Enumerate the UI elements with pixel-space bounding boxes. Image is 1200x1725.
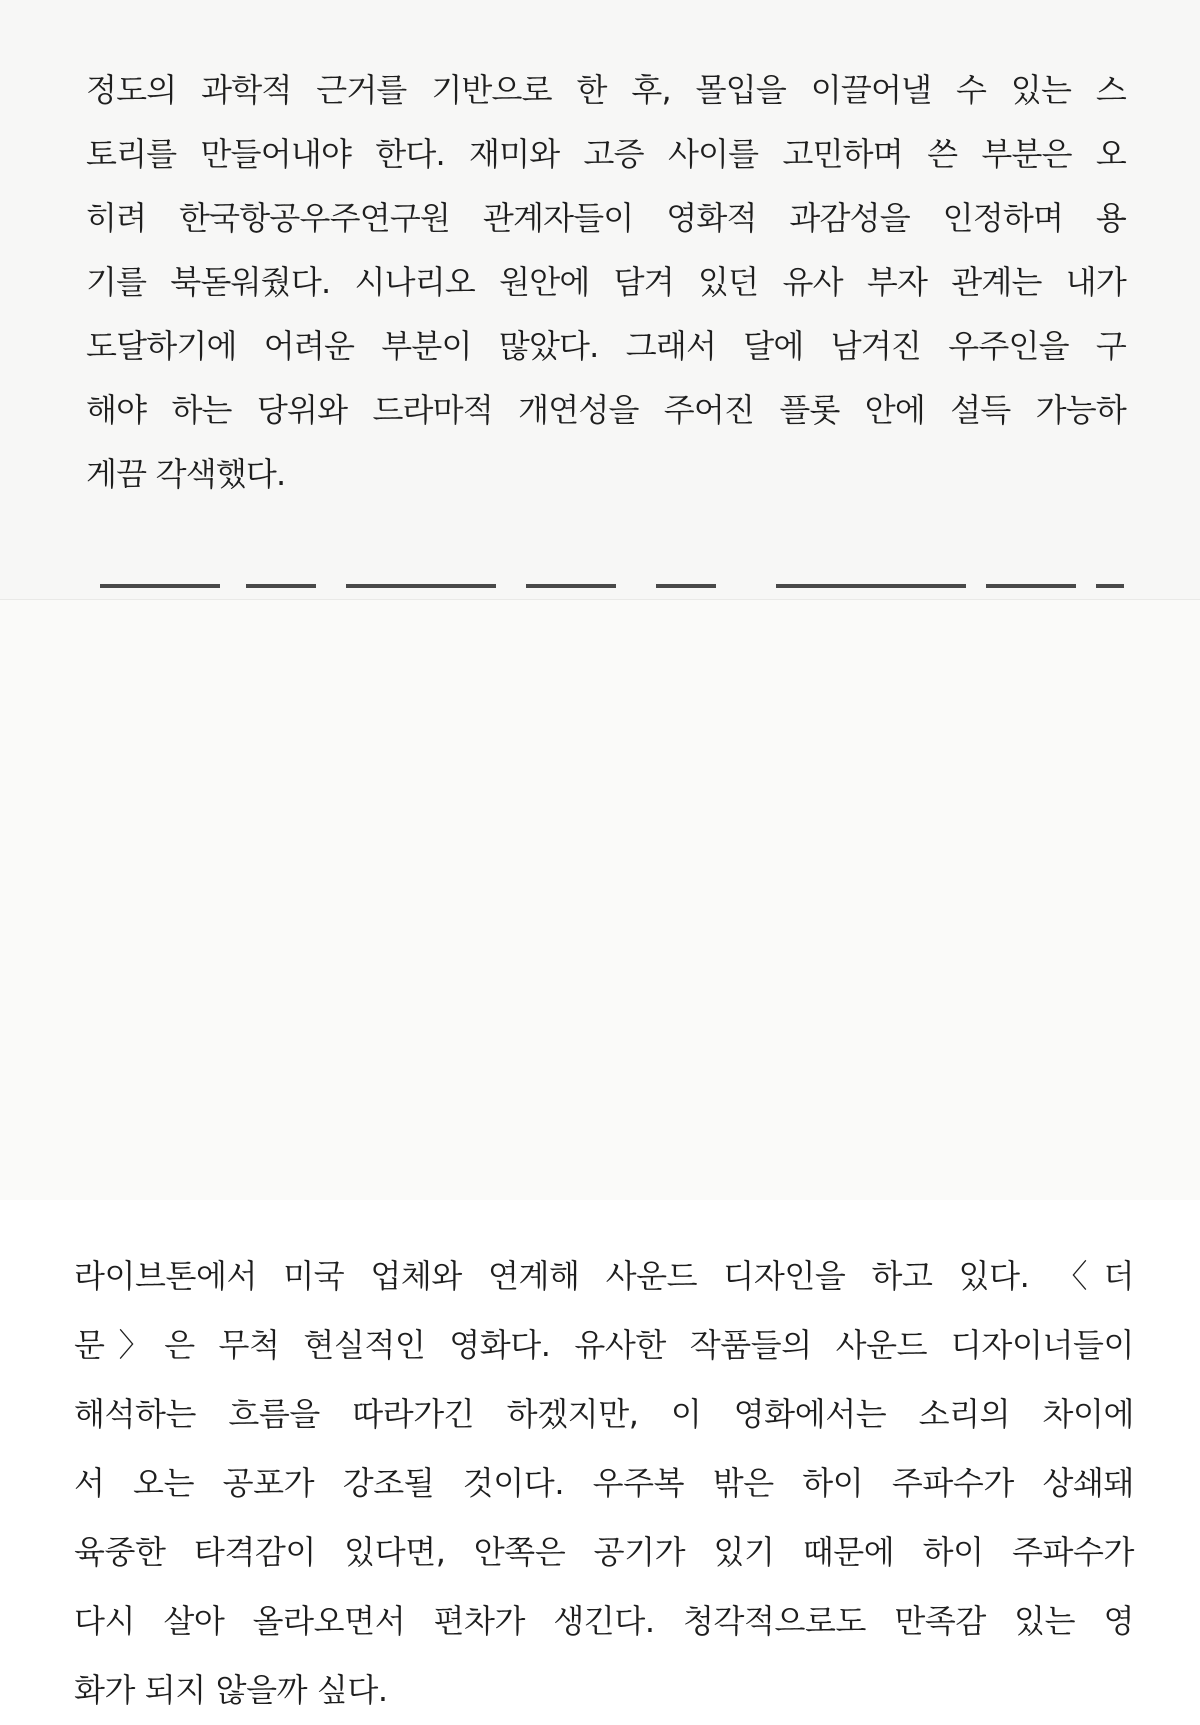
text-line: 육중한 타격감이 있다면, 안쪽은 공기가 있기 때문에 하이 주파수가 xyxy=(74,1533,1134,1571)
text-line-last: 게끔 각색했다. xyxy=(86,455,286,493)
text-line: 토리를 만들어내야 한다. 재미와 고증 사이를 고민하며 쓴 부분은 오 xyxy=(86,135,1126,173)
bottom-text-clipping xyxy=(0,600,1200,1709)
text-line: 다시 살아 올라오면서 편차가 생긴다. 청각적으로도 만족감 있는 영 xyxy=(74,1602,1134,1640)
text-line-last: 화가 되지 않을까 싶다. xyxy=(74,1671,388,1709)
bottom-paragraph xyxy=(74,1242,1134,1725)
text-line: 해야 하는 당위와 드라마적 개연성을 주어진 플롯 안에 설득 가능하 xyxy=(86,391,1126,429)
text-line: 해석하는 흐름을 따라가긴 하겠지만, 이 영화에서는 소리의 차이에 xyxy=(74,1395,1134,1433)
cut-off-text-line xyxy=(96,578,1126,600)
text-line: 도달하기에 어려운 부분이 많았다. 그래서 달에 남겨진 우주인을 구 xyxy=(86,327,1126,365)
top-paragraph xyxy=(86,58,1126,506)
text-line: 정도의 과학적 근거를 기반으로 한 후, 몰입을 이끌어낼 수 있는 스 xyxy=(86,71,1126,109)
top-text-clipping xyxy=(0,0,1200,600)
text-line: 히려 한국항공우주연구원 관계자들이 영화적 과감성을 인정하며 용 xyxy=(86,199,1126,237)
text-line: 문〉은 무척 현실적인 영화다. 유사한 작품들의 사운드 디자이너들이 xyxy=(74,1326,1134,1364)
text-line: 기를 북돋워줬다. 시나리오 원안에 담겨 있던 유사 부자 관계는 내가 xyxy=(86,263,1126,301)
text-line: 서 오는 공포가 강조될 것이다. 우주복 밖은 하이 주파수가 상쇄돼 xyxy=(74,1464,1134,1502)
text-line: 라이브톤에서 미국 업체와 연계해 사운드 디자인을 하고 있다. 〈더 xyxy=(74,1257,1134,1295)
